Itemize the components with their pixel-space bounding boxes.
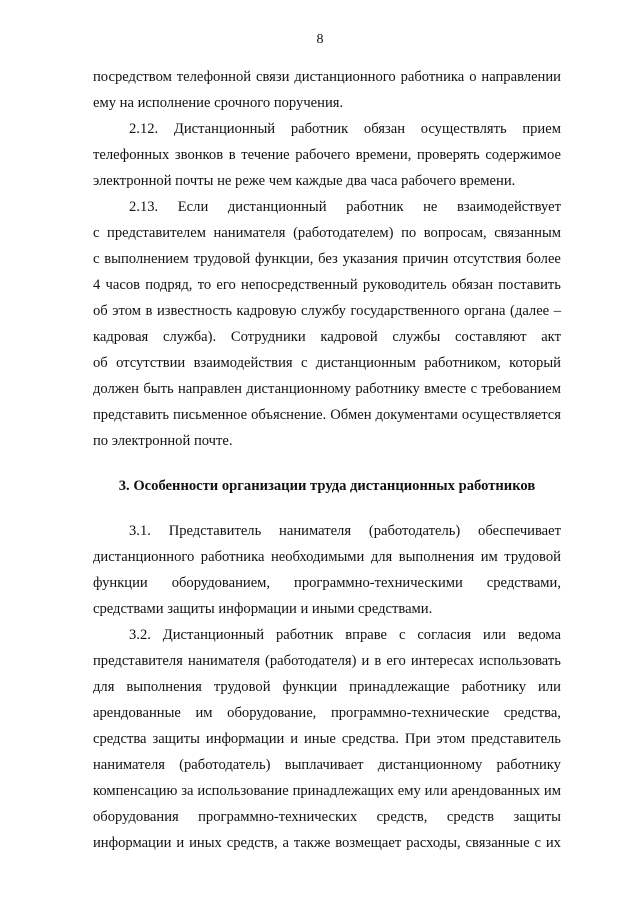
text-line bbox=[93, 518, 561, 544]
word: или bbox=[424, 783, 448, 799]
word: им bbox=[480, 549, 498, 565]
word: средств, bbox=[226, 835, 278, 851]
text-line bbox=[93, 752, 561, 778]
word: иных bbox=[189, 835, 222, 851]
word: связи bbox=[255, 69, 290, 85]
word: иные bbox=[304, 731, 336, 747]
word: функции bbox=[93, 575, 148, 591]
word: средства. bbox=[341, 731, 399, 747]
word: за bbox=[181, 783, 194, 799]
word: защиты bbox=[152, 731, 200, 747]
word: Обмен bbox=[330, 407, 372, 423]
word: средств bbox=[446, 809, 495, 825]
word: и bbox=[176, 835, 185, 851]
text-line: по электронной почте. bbox=[93, 433, 233, 449]
word: для bbox=[370, 549, 393, 565]
word: 4 bbox=[93, 277, 101, 293]
word: работником, bbox=[424, 355, 501, 371]
word: трудовой bbox=[193, 251, 251, 267]
word: в bbox=[374, 653, 382, 669]
word: с bbox=[93, 251, 100, 267]
word: принадлежащих bbox=[292, 783, 394, 799]
word: телефонной bbox=[176, 69, 252, 85]
word: этом bbox=[436, 731, 466, 747]
section-heading: 3. Особенности организации труда дистанционных работников bbox=[118, 478, 536, 494]
text-line: электронной почты не реже чем каждые два часа рабочего времени. bbox=[93, 173, 516, 189]
word: требованием bbox=[481, 381, 561, 397]
word: (работодателя) bbox=[265, 653, 357, 669]
text-line bbox=[93, 194, 561, 220]
word: без bbox=[318, 251, 338, 267]
word: а bbox=[282, 835, 289, 851]
word: Дистанционный bbox=[162, 627, 265, 643]
word: выполнения bbox=[126, 679, 202, 695]
word: вправе bbox=[345, 627, 388, 643]
text-line bbox=[93, 142, 561, 168]
word: также bbox=[293, 835, 331, 851]
word: прием bbox=[522, 121, 561, 137]
word: взаимодействует bbox=[457, 199, 561, 215]
word: документами bbox=[375, 407, 458, 423]
word: нанимателя bbox=[187, 653, 260, 669]
text-line bbox=[93, 648, 561, 674]
word: (работодатель) bbox=[179, 757, 271, 773]
word: необходимыми bbox=[270, 549, 365, 565]
word: ведома bbox=[517, 627, 561, 643]
word: поставить bbox=[498, 277, 561, 293]
word: 2.13. bbox=[129, 199, 159, 215]
word: выполнения bbox=[398, 549, 475, 565]
word: с bbox=[300, 355, 308, 371]
word: их bbox=[545, 835, 561, 851]
word: телефонных bbox=[93, 147, 170, 163]
word: не bbox=[423, 199, 438, 215]
word: связанные bbox=[465, 835, 530, 851]
word: функции bbox=[282, 679, 338, 695]
word: программно-технических bbox=[198, 809, 358, 825]
text-line: ему на исполнение срочного поручения. bbox=[93, 95, 344, 111]
word: вместе bbox=[424, 381, 467, 397]
word: использовать bbox=[478, 653, 561, 669]
word: арендованные bbox=[93, 705, 181, 721]
word: выполнением bbox=[104, 251, 189, 267]
word: информации bbox=[205, 731, 285, 747]
word: осуществлять bbox=[420, 121, 507, 137]
word: обязан bbox=[451, 277, 494, 293]
text-line bbox=[93, 830, 561, 856]
word: информации bbox=[93, 835, 172, 851]
word: посредством bbox=[93, 69, 172, 85]
text-line bbox=[93, 570, 561, 596]
word: течение bbox=[241, 147, 290, 163]
text-line: средствами защиты информации и иными средствами. bbox=[93, 601, 433, 617]
word: оборудования bbox=[93, 809, 179, 825]
word: содержимое bbox=[485, 147, 561, 163]
word: (работодатель) bbox=[368, 523, 461, 539]
word: программно-техническими bbox=[294, 575, 463, 591]
word: о bbox=[469, 69, 477, 85]
word: возмещает bbox=[335, 835, 402, 851]
word: времени, bbox=[355, 147, 412, 163]
text-line bbox=[93, 298, 561, 324]
word: взаимодействия bbox=[193, 355, 293, 371]
word: представитель bbox=[471, 731, 561, 747]
word: службы bbox=[392, 329, 441, 345]
word: его bbox=[386, 653, 406, 669]
word: Дистанционный bbox=[173, 121, 276, 137]
word: этом bbox=[112, 303, 141, 319]
word: часов bbox=[105, 277, 141, 293]
word: быть bbox=[143, 381, 174, 397]
word: Если bbox=[177, 199, 209, 215]
word: защиты bbox=[513, 809, 561, 825]
word: 2.12. bbox=[129, 121, 159, 137]
word: оборудование, bbox=[227, 705, 317, 721]
text-line bbox=[93, 220, 561, 246]
word: известность bbox=[156, 303, 232, 319]
word: принадлежащие bbox=[349, 679, 450, 695]
word: представителя bbox=[93, 653, 183, 669]
word: дистанционному bbox=[246, 381, 351, 397]
text-line bbox=[93, 116, 561, 142]
word: его bbox=[216, 277, 236, 293]
word: руководитель bbox=[362, 277, 447, 293]
text-line bbox=[93, 246, 561, 272]
word: работника bbox=[200, 549, 265, 565]
word: направлен bbox=[177, 381, 242, 397]
word: (далее bbox=[510, 303, 550, 319]
word: программно-технические bbox=[330, 705, 490, 721]
word: выплачивает bbox=[284, 757, 364, 773]
word: объяснение. bbox=[251, 407, 327, 423]
word: использование bbox=[197, 783, 289, 799]
word: для bbox=[93, 679, 115, 695]
word: более bbox=[526, 251, 561, 267]
word: государственного bbox=[350, 303, 460, 319]
word: вопросам, bbox=[423, 225, 487, 241]
word: работнику bbox=[496, 757, 561, 773]
word: работника bbox=[400, 69, 465, 85]
word: акт bbox=[541, 329, 561, 345]
word: средств, bbox=[376, 809, 428, 825]
word: причин bbox=[402, 251, 449, 267]
word: работнику bbox=[355, 381, 420, 397]
text-line bbox=[93, 376, 561, 402]
word: кадровая bbox=[93, 329, 149, 345]
word: отсутствия bbox=[453, 251, 522, 267]
word: органа bbox=[464, 303, 506, 319]
text-line bbox=[93, 726, 561, 752]
text-line bbox=[93, 350, 561, 376]
word: кадровую bbox=[236, 303, 297, 319]
word: нанимателя bbox=[279, 523, 352, 539]
text-line bbox=[93, 64, 561, 90]
word: проверять bbox=[416, 147, 480, 163]
word: 3.2. bbox=[129, 627, 151, 643]
word: средства bbox=[93, 731, 147, 747]
word: и bbox=[290, 731, 299, 747]
word: – bbox=[553, 303, 561, 319]
word: работник bbox=[290, 121, 349, 137]
word: отсутствии bbox=[116, 355, 186, 371]
word: трудовой bbox=[213, 679, 271, 695]
word: работник bbox=[346, 199, 404, 215]
word: или bbox=[538, 679, 561, 695]
word: средства, bbox=[503, 705, 561, 721]
word: оборудованием, bbox=[171, 575, 271, 591]
text-line bbox=[93, 622, 561, 648]
word: непосредственный bbox=[241, 277, 358, 293]
word: должен bbox=[93, 381, 139, 397]
word: кадровой bbox=[320, 329, 378, 345]
word: обеспечивает bbox=[478, 523, 561, 539]
word: работнику bbox=[461, 679, 527, 695]
word: дистанционного bbox=[294, 69, 396, 85]
word: или bbox=[483, 627, 506, 643]
word: При bbox=[404, 731, 431, 747]
word: компенсацию bbox=[93, 783, 178, 799]
word: им bbox=[195, 705, 213, 721]
word: осуществляется bbox=[461, 407, 561, 423]
word: звонков bbox=[174, 147, 224, 163]
word: об bbox=[93, 303, 108, 319]
text-line bbox=[93, 402, 561, 428]
word: дистанционным bbox=[315, 355, 416, 371]
word: представить bbox=[93, 407, 170, 423]
word: (работодателем) bbox=[293, 225, 394, 241]
text-line bbox=[93, 700, 561, 726]
text-line bbox=[93, 674, 561, 700]
word: и bbox=[361, 653, 370, 669]
word: направлении bbox=[481, 69, 561, 85]
word: подряд, bbox=[145, 277, 193, 293]
word: письменное bbox=[173, 407, 248, 423]
word: дистанционный bbox=[227, 199, 327, 215]
word: 3.1. bbox=[129, 523, 151, 539]
text-line bbox=[93, 804, 561, 830]
word: нанимателя bbox=[93, 757, 165, 773]
word: дистанционного bbox=[93, 549, 195, 565]
word: с bbox=[534, 835, 541, 851]
word: Представитель bbox=[168, 523, 262, 539]
word: службу bbox=[301, 303, 346, 319]
word: функции, bbox=[255, 251, 314, 267]
word: трудовой bbox=[504, 549, 561, 565]
text-line bbox=[93, 272, 561, 298]
word: в bbox=[145, 303, 153, 319]
word: с bbox=[398, 627, 406, 643]
word: рабочего bbox=[295, 147, 351, 163]
page-number: 8 bbox=[316, 32, 324, 47]
text-line bbox=[93, 778, 561, 804]
word: составляют bbox=[455, 329, 527, 345]
word: обязан bbox=[363, 121, 406, 137]
word: связанным bbox=[494, 225, 561, 241]
word: им bbox=[543, 783, 561, 799]
text-line bbox=[93, 544, 561, 570]
word: Сотрудники bbox=[230, 329, 306, 345]
word: то bbox=[197, 277, 212, 293]
word: согласия bbox=[417, 627, 472, 643]
word: по bbox=[401, 225, 417, 241]
word: который bbox=[509, 355, 561, 371]
word: с bbox=[470, 381, 478, 397]
word: дистанционному bbox=[377, 757, 483, 773]
document-body bbox=[93, 64, 561, 856]
word: в bbox=[228, 147, 236, 163]
word: об bbox=[93, 355, 108, 371]
word: расходы, bbox=[406, 835, 461, 851]
word: интересах bbox=[410, 653, 474, 669]
word: указания bbox=[342, 251, 398, 267]
word: арендованных bbox=[451, 783, 541, 799]
word: служба). bbox=[162, 329, 217, 345]
word: с bbox=[93, 225, 100, 241]
word: нанимателя bbox=[213, 225, 286, 241]
text-line bbox=[93, 324, 561, 350]
word: работник bbox=[275, 627, 334, 643]
word: ему bbox=[397, 783, 421, 799]
word: средствами, bbox=[486, 575, 561, 591]
word: представителем bbox=[107, 225, 206, 241]
